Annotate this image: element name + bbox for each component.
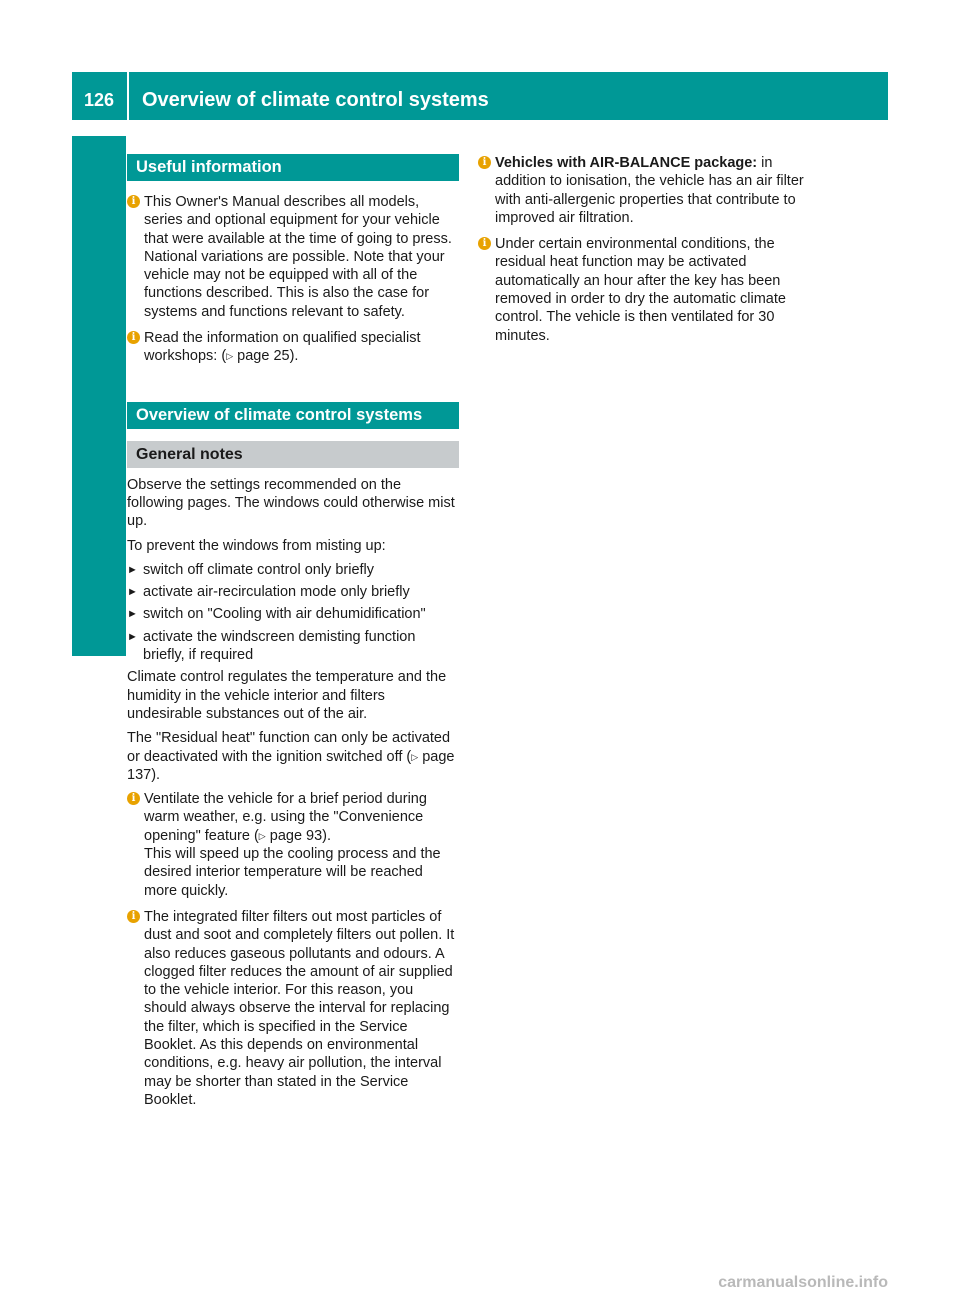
info-continuation: This will speed up the cooling process and the desired interior temperature will be reached more quickly.	[144, 846, 441, 899]
paragraph	[127, 729, 459, 784]
info-icon: i	[127, 910, 140, 923]
triangle-right-icon: ►	[127, 586, 138, 599]
info-icon: i	[127, 195, 140, 208]
info-icon: i	[127, 331, 140, 344]
page-reference-arrow-icon: ▷	[258, 830, 266, 841]
triangle-right-icon: ►	[127, 563, 138, 576]
info-bold-lead: Vehicles with AIR-BALANCE package:	[495, 155, 758, 171]
bullet-item	[127, 628, 459, 665]
triangle-right-icon: ►	[127, 608, 138, 621]
paragraph: Observe the settings recommended on the following pages. The windows could otherwise mist up.	[127, 476, 455, 530]
page-reference-arrow-icon: ▷	[226, 351, 234, 362]
info-note	[478, 235, 810, 345]
page-reference-arrow-icon: ▷	[411, 751, 419, 762]
info-note	[127, 908, 459, 1109]
page-reference[interactable]: page 93).	[269, 827, 332, 844]
info-icon: i	[127, 792, 140, 805]
info-note	[127, 329, 459, 366]
paragraph: Climate control regulates the temperature and the humidity in the vehicle interior and filters undesirable substances out of the air.	[127, 669, 447, 722]
bullet-item	[127, 583, 459, 601]
page-reference[interactable]: page 137).	[127, 748, 455, 783]
bullet-text: activate the windscreen demisting function briefly, if required	[143, 628, 416, 664]
bullet-text: switch on "Cooling with air dehumidification"	[143, 606, 426, 623]
info-text: This Owner's Manual describes all models, series and optional equipment for your vehicle that were available at the time of going to press. National variations are possible. Note that your vehicle may not be equipped with all of the functions described. This is also the case for systems and functions relevant to safety.	[144, 194, 452, 320]
info-text: in addition to ionisation, the vehicle has an air filter with anti-allergenic properties that contribute to improved air filtration.	[495, 155, 804, 226]
info-note	[127, 790, 459, 900]
page-header	[72, 72, 888, 120]
info-icon: i	[478, 237, 491, 250]
paragraph: To prevent the windows from misting up:	[127, 537, 386, 554]
sub-heading-general-notes: General notes	[127, 441, 459, 468]
left-column	[127, 154, 459, 1117]
info-text: The integrated filter filters out most particles of dust and soot and completely filters out pollen. It also reduces gaseous pollutants and odours. A clogged filter reduces the amount of air supplied to the vehicle interior. For this reason, you should always observe the interval for replacing the filter, which is specified in the Service Booklet. As this depends on environmental conditions, e.g. heavy air pollution, the interval may be shorter than stated in the Service Booklet.	[144, 908, 455, 1108]
triangle-right-icon: ►	[127, 630, 138, 643]
bullet-item	[127, 605, 459, 623]
bullet-item	[127, 561, 459, 579]
info-text: Ventilate the vehicle for a brief period during warm weather, e.g. using the "Convenience opening" feature (	[144, 791, 427, 844]
paragraph-text: The "Residual heat" function can only be activated or deactivated with the ignition switched off (	[127, 730, 451, 765]
header-title: Overview of climate control systems	[142, 89, 489, 111]
side-tab-label: Climate control	[89, 481, 116, 656]
info-text: Read the information on qualified specialist workshops: (	[144, 330, 421, 365]
page-number: 126	[83, 90, 115, 110]
footer-watermark: carmanualsonline.info	[718, 1274, 888, 1291]
section-heading-useful-information: Useful information	[127, 154, 459, 181]
bullet-text: switch off climate control only briefly	[143, 561, 375, 578]
info-note	[127, 193, 459, 321]
page-reference[interactable]: page 25).	[237, 348, 299, 365]
header-divider	[127, 72, 129, 120]
bullet-text: activate air-recirculation mode only briefly	[143, 584, 410, 601]
info-text: Under certain environmental conditions, the residual heat function may be activated automatically an hour after the key has been removed in order to dry the automatic climate control. The vehicle is then ventilated for 30 minutes.	[495, 236, 786, 344]
section-heading-overview: Overview of climate control systems	[127, 402, 459, 429]
info-icon: i	[478, 156, 491, 169]
info-note	[478, 154, 810, 227]
right-column	[478, 154, 810, 353]
